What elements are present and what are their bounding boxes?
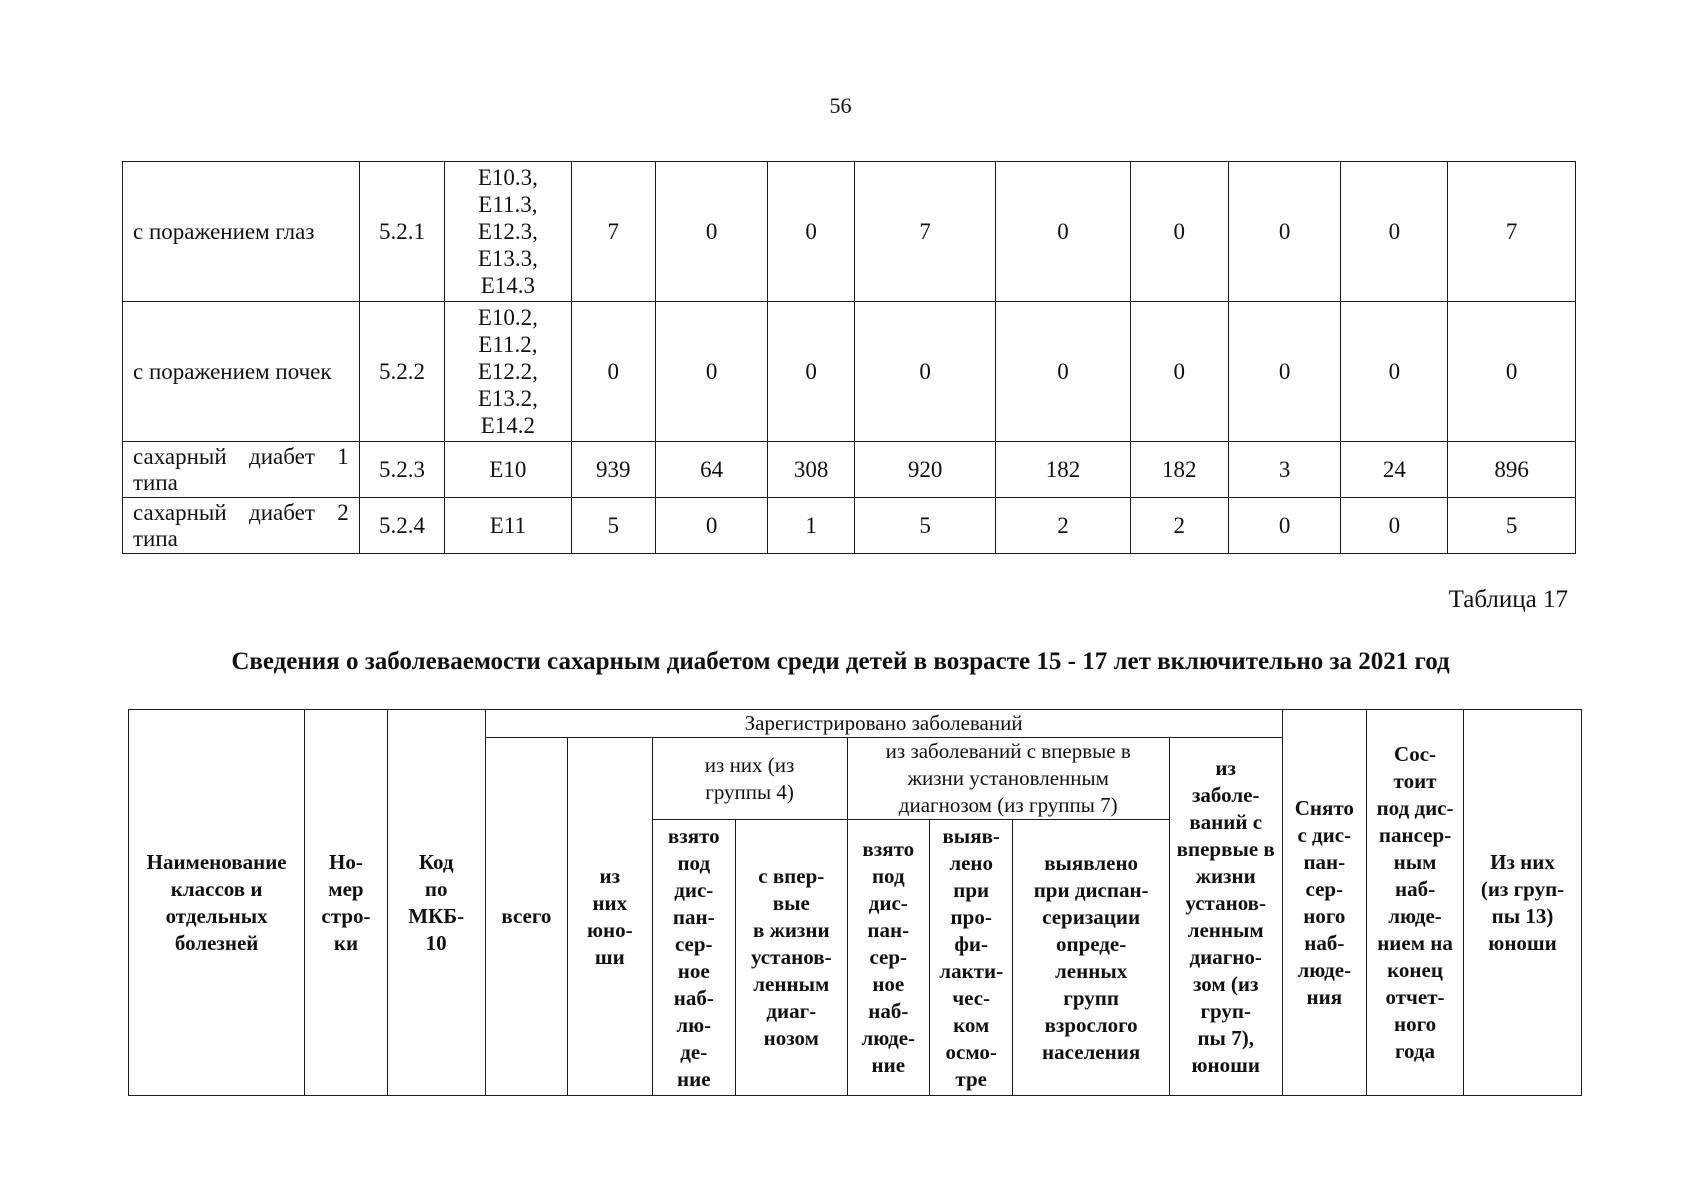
value-cell: 64 [655,442,767,498]
value-cell: 3 [1228,442,1340,498]
value-cell: 5 [1448,498,1576,554]
header-row-number: Но- мер стро- ки [305,710,387,1096]
header-youths-group13: Из них (из груп- пы 13) юноши [1464,710,1582,1096]
header-first-time-group7: из заболеваний с впервые в жизни установленным диагнозом (из группы 7) [847,738,1169,820]
header-first-time: с впер- вые в жизни установ- ленным диаг- нозом [735,820,847,1096]
header-youths: из них юно- ши [568,738,652,1096]
continuation-table [122,161,1576,554]
continuation-table-body [123,162,1576,554]
header-total: всего [485,738,567,1096]
header-taken-dispensary: взято под дис- пан- сер- ное наб- лю- де- ние [652,820,735,1096]
value-cell: 182 [996,442,1130,498]
table-title: Сведения о заболеваемости сахарным диабетом среди детей в возрасте 15 - 17 лет включительно за 2021 год [231,648,1450,675]
header-taken-dispensary-2: взято под дис- пан- сер- ное наб- люде- ние [847,820,929,1096]
icd-code-cell: E10.3, E11.3, E12.3, E13.3, E14.3 [445,162,571,302]
table-label: Таблица 17 [1448,586,1568,613]
value-cell: 5 [854,498,996,554]
page-number: 56 [829,93,852,118]
value-cell: 0 [1228,162,1340,302]
header-of-them-group4: из них (из группы 4) [652,738,847,820]
value-cell: 2 [996,498,1130,554]
icd-code-cell: E10 [445,442,571,498]
header-icd-code: Код по МКБ- 10 [387,710,485,1096]
value-cell: 2 [1130,498,1228,554]
table-row [123,162,1576,302]
value-cell: 0 [996,162,1130,302]
value-cell: 920 [854,442,996,498]
value-cell: 0 [655,302,767,442]
table-row [123,442,1576,498]
header-youths-group7: из заболе- ваний с впервые в жизни установ- ленным диагно- зом (из груп- пы 7), юноши [1169,738,1282,1096]
icd-code-cell: E10.2, E11.2, E12.2, E13.2, E14.2 [445,302,571,442]
row-number-cell: 5.2.1 [359,162,444,302]
value-cell: 0 [996,302,1130,442]
header-disease-name: Наименование классов и отдельных болезней [129,710,305,1096]
icd-code-cell: E11 [445,498,571,554]
value-cell: 939 [571,442,655,498]
value-cell: 0 [655,162,767,302]
disease-name-cell: сахарный диабет 1 типа [123,442,360,498]
value-cell: 0 [768,162,854,302]
value-cell: 0 [1341,498,1448,554]
table-17-header [128,709,1582,1096]
header-prof-exam: выяв- лено при про- фи- лакти- чес- ком осмо- тре [929,820,1012,1096]
value-cell: 1 [768,498,854,554]
value-cell: 7 [571,162,655,302]
value-cell: 182 [1130,442,1228,498]
row-number-cell: 5.2.2 [359,302,444,442]
value-cell: 0 [1341,162,1448,302]
table-row [123,498,1576,554]
disease-name-cell: с поражением почек [123,302,360,442]
table-row [123,302,1576,442]
disease-name-cell: с поражением глаз [123,162,360,302]
header-registered: Зарегистрировано заболеваний [485,710,1282,738]
value-cell: 0 [854,302,996,442]
value-cell: 7 [854,162,996,302]
value-cell: 0 [571,302,655,442]
row-number-cell: 5.2.4 [359,498,444,554]
disease-name-cell: сахарный диабет 2 типа [123,498,360,554]
value-cell: 308 [768,442,854,498]
value-cell: 0 [1130,162,1228,302]
value-cell: 0 [1448,302,1576,442]
value-cell: 0 [655,498,767,554]
value-cell: 5 [571,498,655,554]
value-cell: 0 [1228,302,1340,442]
header-dispensarization: выявлено при диспан- серизации опреде- ленных групп взрослого населения [1013,820,1169,1096]
header-consists: Сос- тоит под дис- пансер- ным наб- люде- нием на конец отчет- ного года [1367,710,1464,1096]
value-cell: 0 [768,302,854,442]
header-removed: Снято с дис- пан- сер- ного наб- люде- ния [1282,710,1366,1096]
row-number-cell: 5.2.3 [359,442,444,498]
value-cell: 896 [1448,442,1576,498]
value-cell: 0 [1341,302,1448,442]
value-cell: 24 [1341,442,1448,498]
value-cell: 0 [1130,302,1228,442]
value-cell: 0 [1228,498,1340,554]
value-cell: 7 [1448,162,1576,302]
